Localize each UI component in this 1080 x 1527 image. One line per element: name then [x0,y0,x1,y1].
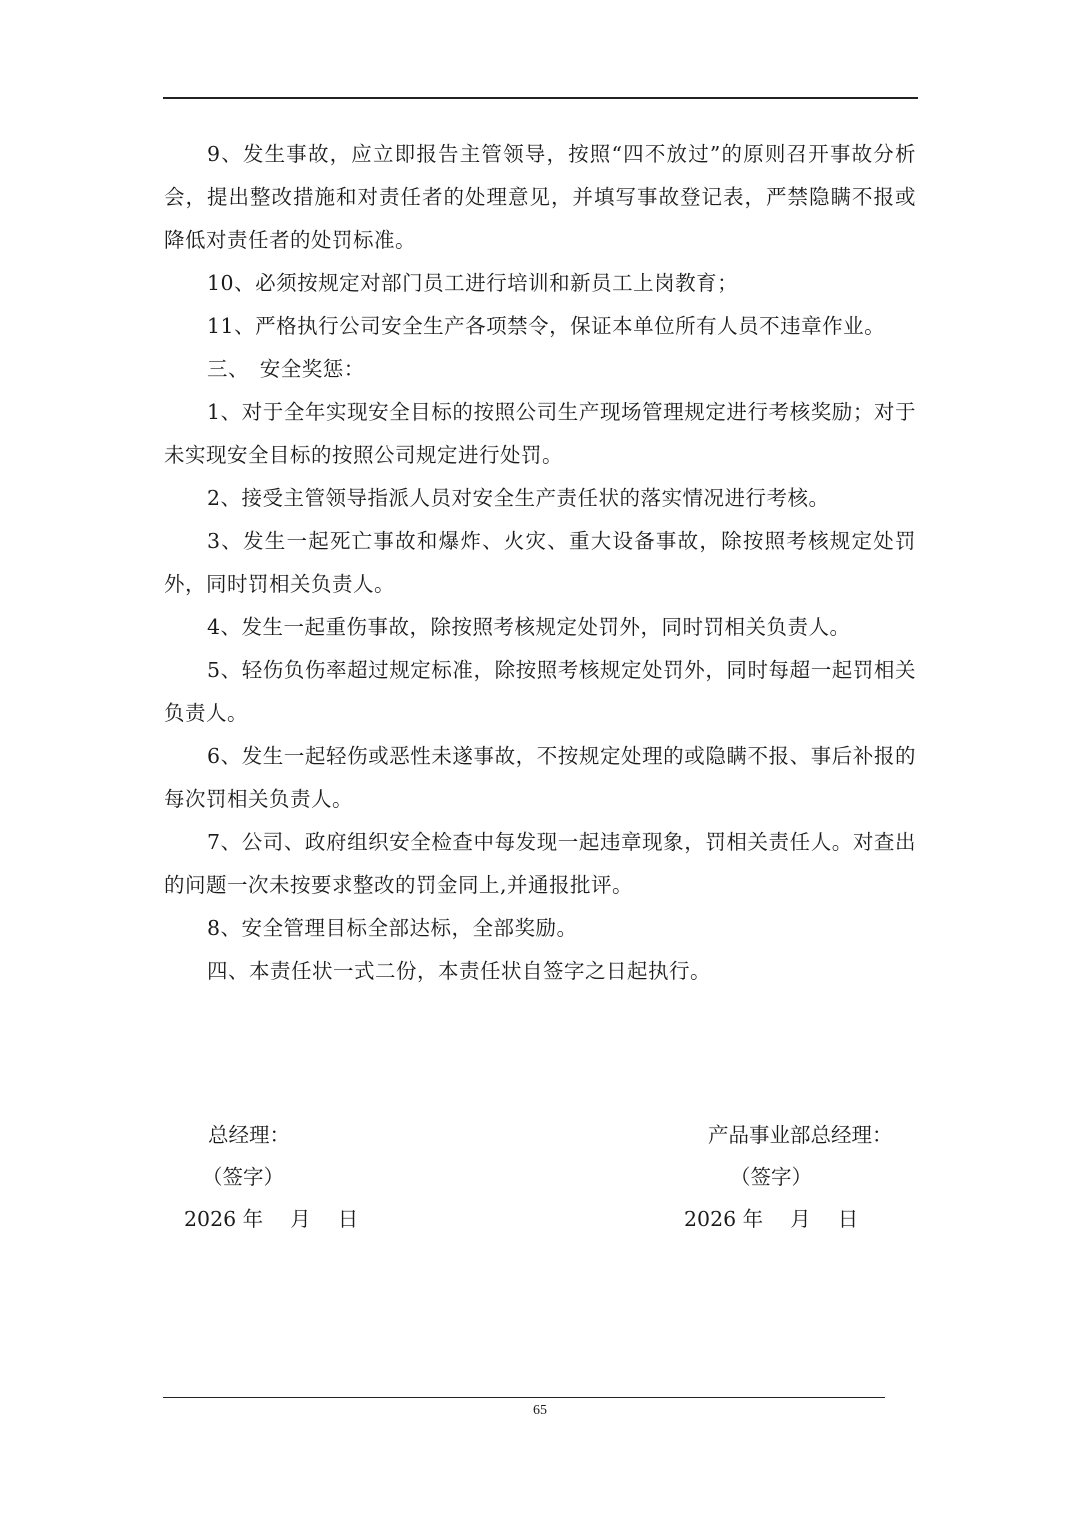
reward-item-4: 4、发生一起重伤事故，除按照考核规定处罚外，同时罚相关负责人。 [207,615,851,639]
header-rule [163,97,918,99]
document-body [164,133,916,993]
footer-rule [163,1397,885,1398]
page-number: 65 [533,1403,547,1418]
paragraph-item-11: 11、严格执行公司安全生产各项禁令，保证本单位所有人员不违章作业。 [207,314,886,338]
signature-title: 总经理： [208,1123,290,1147]
section-heading-rewards: 三、 安全奖惩： [207,357,365,381]
reward-item-8: 8、安全管理目标全部达标，全部奖励。 [207,916,578,940]
signature-title: 产品事业部总经理： [708,1123,893,1147]
paragraph-item-9: 9、发生事故，应立即报告主管领导，按照“四不放过”的原则召开事故分析会，提出整改措施和对责任者的处理意见，并填写事故登记表，严禁隐瞒不报或降低对责任者的处罚标准。 [164,142,916,252]
reward-item-5: 5、轻伤负伤率超过规定标准，除按照考核规定处罚外，同时每超一起罚相关负责人。 [164,658,916,725]
signature-date: 2026 年 月 日 [684,1207,859,1231]
reward-item-3: 3、发生一起死亡事故和爆炸、火灾、重大设备事故，除按照考核规定处罚外，同时罚相关负责人。 [164,529,916,596]
signature-block-general-manager [180,1114,480,1240]
reward-item-7: 7、公司、政府组织安全检查中每发现一起违章现象，罚相关责任人。对查出的问题一次未按要求整改的罚金同上,并通报批评。 [164,830,916,897]
signature-placeholder: （签字） [202,1165,284,1189]
reward-item-6: 6、发生一起轻伤或恶性未遂事故，不按规定处理的或隐瞒不报、事后补报的每次罚相关负责人。 [164,744,916,811]
signature-placeholder: （签字） [730,1165,812,1189]
paragraph-item-10: 10、必须按规定对部门员工进行培训和新员工上岗教育； [207,271,739,295]
section-execution: 四、本责任状一式二份，本责任状自签字之日起执行。 [207,959,711,983]
signature-date: 2026 年 月 日 [184,1207,359,1231]
signature-block-division-manager [680,1114,940,1240]
reward-item-2: 2、接受主管领导指派人员对安全生产责任状的落实情况进行考核。 [207,486,830,510]
reward-item-1: 1、对于全年实现安全目标的按照公司生产现场管理规定进行考核奖励；对于未实现安全目标的按照公司规定进行处罚。 [164,400,916,467]
